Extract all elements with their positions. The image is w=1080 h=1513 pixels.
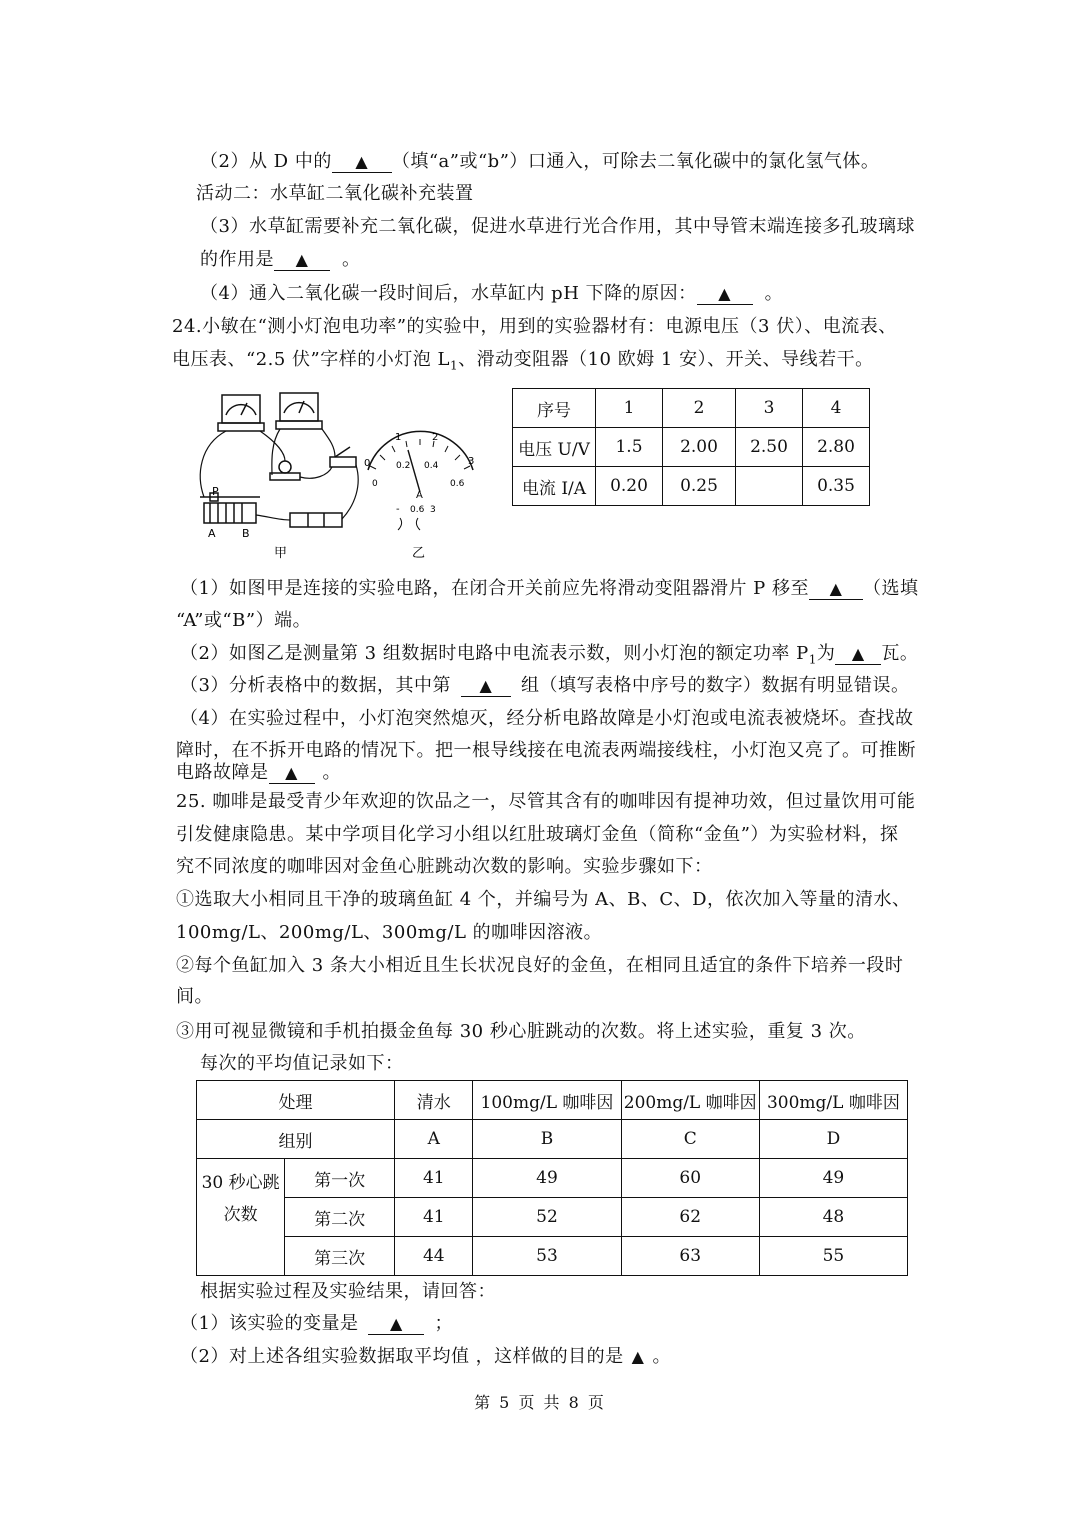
table-cell: D [759, 1120, 907, 1159]
table-header: 300mg/L 咖啡因 [759, 1081, 907, 1120]
q25-intro-line1: 25. 咖啡是最受青少年欢迎的饮品之一，尽管其含有的咖啡因有提神功效，但过量饮用可能 [176, 791, 916, 812]
scale-top-3: 3 [468, 456, 475, 467]
terminal-wires [398, 518, 420, 530]
table-cell: 60 [621, 1159, 759, 1198]
table-cell: 电流 I/A [513, 467, 596, 506]
answer-blank: ▲ [274, 250, 330, 271]
table-header: 清水 [395, 1081, 473, 1120]
table-header: 1 [596, 389, 663, 428]
table-cell [736, 467, 803, 506]
scale-bottom-3: 0.6 [450, 479, 465, 489]
q25-answer-intro: 根据实验过程及实验结果，请回答： [200, 1281, 496, 1302]
table-cell: 53 [473, 1237, 621, 1276]
table-header: 处理 [197, 1081, 395, 1120]
q25-step2-line2: 间。 [176, 986, 213, 1007]
table-cell: 52 [473, 1198, 621, 1237]
q23-part3-line2: 的作用是 ▲ 。 [200, 249, 361, 270]
q25-intro-line2: 引发健康隐患。某中学项目化学习小组以红肚玻璃灯金鱼（简称“金鱼”）为实验材料，探 [176, 824, 899, 845]
unit-label: A [416, 490, 423, 501]
activity2-heading: 活动二：水草缸二氧化碳补充装置 [196, 183, 474, 204]
q24-part4-line3: 电路故障是 ▲ 。 [176, 762, 341, 783]
table-cell: 2.00 [663, 428, 736, 467]
scale-bottom-2: 0.4 [424, 461, 439, 471]
table-cell: 1.5 [596, 428, 663, 467]
q24-intro-line2: 电压表、“2.5 伏”字样的小灯泡 $L_1$、滑动变阻器（10 欧姆 1 安）、开关、导线若干。 [172, 349, 874, 373]
figure-label-jia: 甲 [274, 546, 288, 561]
q25-record-label: 每次的平均值记录如下： [200, 1053, 404, 1074]
scale-top-1: 1 [395, 432, 402, 443]
lamp-icon [270, 461, 300, 480]
scale-top-2: 2 [432, 432, 439, 443]
answer-blank: ▲ [269, 763, 315, 784]
answer-blank: ▲ [461, 676, 511, 697]
row-group-label: 30 秒心跳 次数 [197, 1159, 285, 1276]
q25-part2: （2）对上述各组实验数据取平均值 ，这样做的目的是 ▲ 。 [180, 1346, 671, 1367]
table-header: 4 [803, 389, 870, 428]
q24-intro-line1: 24.小敏在“测小灯泡电功率”的实验中，用到的实验器材有：电源电压（3 伏）、电流表、 [172, 316, 897, 337]
terminal-06: 0.6 [410, 505, 425, 515]
dial-needle [408, 450, 420, 492]
table-cell: A [395, 1120, 473, 1159]
table-cell: 2.50 [736, 428, 803, 467]
table-cell: C [621, 1120, 759, 1159]
q25-step3: ③用可视显微镜和手机拍摄金鱼每 30 秒心脏跳动的次数。将上述实验，重复 3 次。 [176, 1021, 866, 1042]
q24-part1-line1: （1）如图甲是连接的实验电路，在闭合开关前应先将滑动变阻器滑片 P 移至 ▲ （选填 [180, 578, 919, 599]
table-cell: 55 [759, 1237, 907, 1276]
table-header: 组别 [197, 1120, 395, 1159]
answer-blank: ▲ [332, 152, 392, 173]
q23-part2: （2）从 D 中的 ▲ （填“a”或“b”）口通入，可除去二氧化碳中的氯化氢气体。 [200, 151, 880, 172]
voltmeter-icon [276, 393, 322, 429]
terminal-minus: - [396, 504, 400, 515]
table-cell: 0.25 [663, 467, 736, 506]
table-cell: B [473, 1120, 621, 1159]
q24-part4-line1: （4）在实验过程中，小灯泡突然熄灭，经分析电路故障是小灯泡或电流表被烧坏。查找故 [180, 708, 914, 729]
terminal-3: 3 [430, 505, 436, 515]
table-header: 序号 [513, 389, 596, 428]
q25-step1-line1: ①选取大小相同且干净的玻璃鱼缸 4 个，并编号为 A、B、C、D，依次加入等量的清水、 [176, 889, 911, 910]
q25-data-table [196, 1080, 908, 1276]
wires [200, 429, 358, 520]
table-cell: 0.20 [596, 467, 663, 506]
q24-part2: （2）如图乙是测量第 3 组数据时电路中电流表示数，则小灯泡的额定功率 $P_1$为 ▲ 瓦。 [180, 643, 919, 667]
answer-blank: ▲ [697, 284, 753, 305]
answer-blank: ▲ [835, 644, 881, 665]
circuit-diagram [190, 385, 365, 565]
table-cell: 电压 U/V [513, 428, 596, 467]
ammeter-dial [358, 430, 483, 565]
q24-part1-line2: “A”或“B”）端。 [176, 610, 312, 631]
table-cell: 44 [395, 1237, 473, 1276]
table-header: 2 [663, 389, 736, 428]
rheostat-label-b: B [242, 527, 250, 540]
table-header: 3 [736, 389, 803, 428]
table-cell: 48 [759, 1198, 907, 1237]
q25-intro-line3: 究不同浓度的咖啡因对金鱼心脏跳动次数的影响。实验步骤如下： [176, 856, 713, 877]
figure-label-yi: 乙 [412, 546, 426, 561]
table-cell: 49 [473, 1159, 621, 1198]
table-cell: 49 [759, 1159, 907, 1198]
q24-data-table [512, 388, 870, 506]
scale-bottom-1: 0.2 [396, 461, 411, 471]
table-cell: 2.80 [803, 428, 870, 467]
scale-top-0: 0 [364, 458, 371, 469]
rheostat-label-a: A [208, 527, 216, 540]
table-header: 100mg/L 咖啡因 [473, 1081, 621, 1120]
table-cell: 63 [621, 1237, 759, 1276]
dial-arc [368, 431, 473, 470]
table-cell: 41 [395, 1198, 473, 1237]
ammeter-icon [218, 395, 264, 431]
page-footer: 第 5 页 共 8 页 [474, 1393, 606, 1412]
q23-part3-line1: （3）水草缸需要补充二氧化碳，促进水草进行光合作用，其中导管末端连接多孔玻璃球 [200, 216, 915, 237]
answer-blank: ▲ [631, 1347, 645, 1366]
q25-step1-line2: 100mg/L、200mg/L、300mg/L 的咖啡因溶液。 [176, 922, 603, 943]
table-row-label: 第三次 [285, 1237, 395, 1276]
q24-part4-line2: 障时，在不拆开电路的情况下。把一根导线接在电流表两端接线柱，小灯泡又亮了。可推断 [176, 740, 916, 761]
rheostat-label-p: P [212, 485, 219, 498]
scale-bottom-0: 0 [372, 479, 378, 489]
battery-icon [290, 513, 342, 527]
q25-step2-line1: ②每个鱼缸加入 3 条大小相近且生长状况良好的金鱼，在相同且适宜的条件下培养一段时 [176, 955, 904, 976]
answer-blank: ▲ [809, 579, 863, 600]
table-cell: 62 [621, 1198, 759, 1237]
rheostat-icon [200, 493, 260, 523]
table-row-label: 第二次 [285, 1198, 395, 1237]
answer-blank: ▲ [368, 1314, 424, 1335]
table-row-label: 第一次 [285, 1159, 395, 1198]
table-header: 200mg/L 咖啡因 [621, 1081, 759, 1120]
table-cell: 41 [395, 1159, 473, 1198]
q24-part3: （3）分析表格中的数据，其中第 ▲ 组（填写表格中序号的数字）数据有明显错误。 [180, 675, 910, 696]
q23-part4: （4）通入二氧化碳一段时间后，水草缸内 pH 下降的原因： ▲ 。 [200, 283, 784, 304]
table-cell: 0.35 [803, 467, 870, 506]
q25-part1: （1）该实验的变量是 ▲ ； [180, 1313, 453, 1334]
